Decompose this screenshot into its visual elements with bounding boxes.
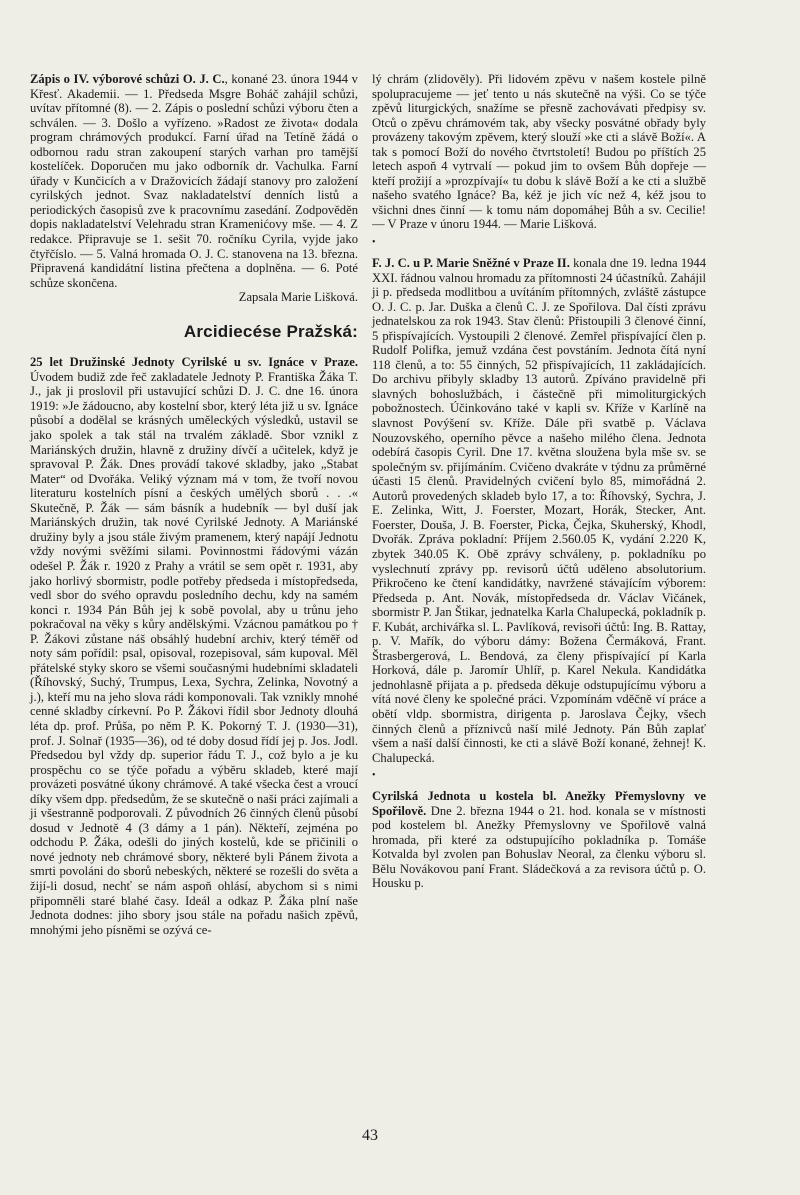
zapis-title: Zápis o IV. výborové schůzi O. J. C. — [30, 72, 225, 86]
zapis-signature-line — [30, 290, 358, 305]
zapis-paragraph — [30, 72, 358, 290]
left-column — [30, 72, 358, 937]
snezne-paragraph — [372, 256, 706, 765]
sporilov-paragraph — [372, 789, 706, 891]
snezne-text: konala dne 19. ledna 1944 XXI. řádnou valnou hromadu za přítomnosti 24 účastníků. Zahájil ji p. předseda modlitbou a uvítáním přítomných, zvláště zástupce O. J. C. p. Jar. Duška a členů C. J. ze Spořilova. Dal čísti zprávu jednatelskou za rok 1943. Stav členů: Přistoupili 3 členové činní, 5 přispívajících. Vystoupili 2 členové. Zemřel přispívající člen p. Rudolf Polifka, jemuž vzdána čest povstáním. Jednota čítá nyní 118 členů, a to: 55 činných, 52 přispívajících, 11 zakládajících. Do archivu přibyly skladby 13 autorů. Zpíváno pravidelně při slavných bohoslužbách, i částečně při mimoliturgických pobožnostech. Účinkováno také v kapli sv. Kříže v Karlíně na slavnost Povýšení sv. Kříže. Dále při svatbě p. Václava Nouzovského, operního pěvce a našeho milého člena. Jednota odebírá časopis Cyril. Dne 17. května sloužena byla mše sv. se společným sv. přijímáním. Cvičeno dvakráte v týdnu za průměrné účasti 15 členů. Pravidelných cvičení bylo 85, mimořádná 2. Autorů provedených skladeb bylo 17, a to: Říhovský, Sychra, J. E. Zelinka, Witt, J. Foerster, Mozart, Horák, Stecker, Ant. Foerster, Douša, J. B. Foerster, Picka, Čejka, Skuherský, Khodl, Dvořák. Zpráva pokladní: Příjem 2.560.05 K, vydání 2.220 K, zbytek 340.05 K. Obě zprávy schváleny, p. pokladníku po vyslechnutí zprávy pp. revisorů účtů uděleno absolutorium. Přikročeno ke čtení kandidátky, navržené stávajícím výborem: Předseda p. Ant. Novák, místopředseda dr. Václav Vičánek, sbormistr P. Jan Štikar, jednatelka Karla Chalupecká, pokladník p. F. Kubát, archivářka sl. L. Pavlíková, revisoři účtů: Ing. B. Rattay, p. V. Mařík, do výboru dámy: Božena Čermáková, Frant. Štrasbergerová, L. Bendová, za členy přispívající pí Karla Horková, dále p. Jaromír Uhlíř, p. Karel Nekula. Kandidátka jednohlasně přijata a p. předseda děkuje odstupujícímu výboru a vítá nové členy ke společné práci. Vzpomínám vděčně ví práce a obětí vldp. sbormistra, dirigenta p. Jaroslava Čejky, všech činných členů a příznivců naší milé Jednoty. Pán Bůh zaplať všem a naší další činnosti, ke cti a slávě Boží konané, žehnej! — [372, 256, 707, 751]
continuation-paragraph: lý chrám (zlidověly). Při lidovém zpěvu v našem kostele pilně spolupracujeme — jeť tento u nás skutečně na výši. Co se týče zpěvů liturgických, snažíme se přesně zachovávati předpisy sv. Otců o zpěvu chrámovém tak, aby všecky posvátné obřady byly provázeny takovým zpěvem, který slouží »ke cti a slávě Boží«. A tak s pomocí Boží do nového čtvrtstoletí! Budou po příštích 25 letech aspoň 4 vytrvalí — pokud jim to ovšem Bůh dopřeje — kteří prožijí a »prozpívají« tu dobu k slávě Boží a ke cti a službě našeho svatého Ignáce? Ba, kéž je jich víc než 4, kéž jsou to všichni dnes činní — k tomu nám dopomáhej Bůh a sv. Cecilie! — V Praze v únoru 1944. — Marie Lišková. — [372, 72, 706, 232]
zapis-text: , konané 23. února 1944 v Křesť. Akademii. — 1. Předseda Msgre Boháč zahájil schůzi, uvítav přítomné (8). — 2. Zápis o poslední schůzi výboru čten a schválen. — 3. Došlo a vyřízeno. »Radost ze života« dodala program chrámových produkcí. Farní úřad na Tetíně žádá o odbornou radu stran zakoupení starých varhan pro tamější kostelíček. Doporučen mu jako odborník dr. Vachulka. Farní úřady v Kunčicích a v Dražovicích žádají stanovy pro založení cyrilských jednot. Svaz nakladatelství denních listů a periodických časopisů zve k pracovnímu zasedání. Zodpověděn dopis nakladatelství Velehradu stran Kramenićovy mše. — 4. Z redakce. Připravuje se 1. sešit 70. ročníku Cyrila, vyjde jako čtyřčíslo. — 5. Valná hromada O. J. C. stanovena na 13. března. Připravená kandidátní listina přečtena a doplněna. — 6. Poté schůze skončena. — [30, 72, 358, 290]
right-column — [372, 72, 706, 891]
page-number: 43 — [362, 1127, 378, 1144]
section-heading: Arcidiecése Pražská: — [183, 321, 358, 341]
druzinske-title: 25 let Družinské Jednoty Cyrilské u sv. Ignáce v Praze. — [30, 355, 358, 370]
zapis-signature: Zapsala Marie Lišková. — [238, 290, 358, 305]
druzinske-paragraph — [30, 355, 358, 937]
section-divider-mark-2: • — [372, 770, 376, 782]
sporilov-text: Dne 2. března 1944 o 21. hod. konala se v místnosti pod kostelem bl. Anežky Přemyslovny ve Spořilově valná hromada, při které za odstupujícího pokladníka p. Tomáše Kotvalda byl zvolen pan Bohuslav Neoral, za členku výboru sl. Bělu Novákovou paní Frant. Sládečková a za revisora účtů p. O. Housku p. — [372, 803, 706, 891]
snezne-signature: K. Chalupecká. — [372, 736, 707, 765]
druzinske-text: Úvodem budiž zde řeč zakladatele Jednoty P. Františka Žáka T. J., jak ji proslovil při ustavující schůzi D. J. C. dne 16. února 1919: »Je žádoucno, aby kostelní sbor, který léta již u sv. Ignáce působí a dodělal se krásných uměleckých výsledků, ustavil se jako spolek a tak stál na trvalém základě. Sbor vznikl z Mariánských družin, hlavně z družiny dívčí a učitelek, když je spravoval P. Žák. Dnes provádí takové skladby, jako „Stabat Mater“ od Dvořáka. Veliký význam má v tom, že tvoří novou literaturu kostelních písní a českých umělých sborů . . .« Skutečně, P. Žák — sám básník a hudebník — byl duší jak Mariánských družin, tak nové Cyrilské Jednoty. A Mariánské družiny byly a jsou stále živým pramenem, který napájí Jednotu vždy novými svěžími silami. Povinnostmi řádovými vázán odešel P. Žák r. 1920 z Prahy a vrátil se sem opět r. 1931, aby jako horlivý sbormistr, podle potřeby předseda i místopředseda, vedl sbor do svého opravdu posledního dechu, kdy na samém konci r. 1934 Pán Bůh jej k sobě povolal, aby u trůnu jeho pokračoval na věky s kůry andělskými. Vzácnou památkou po † P. Žákovi zůstane náš obsáhlý hudební archiv, který téměř od noty sám pořídil: psal, opisoval, rozepisoval, sám kupoval. Měl přátelské styky skoro se všemi současnými hudebními skladateli (Říhovský, Suchý, Trumpus, Lexa, Sychra, Zelinka, Novotný a j.), kteří mu na jeho slova rádi komponovali. Tak vznikly mnohé cenné skladby církevní. Po P. Žákovi řídil sbor Jednoty dlouhá léta dp. prof. Průša, po něm P. K. Pokorný T. J. (1930—31), prof. J. Solnař (1935—36), od té doby dosud řídí jej p. Jos. Jodl. Předsedou byl vždy dp. superior řádu T. J., což bylo a je ku prospěchu co se týče pořadu a výběru skladeb, které mají provázeti posvátné úkony chrámové. A také všecka čest a vroucí díky všem dpp. předsedům, že se skutečně o naši práci zajímali a ji všestranně podporovali. Z původních 26 činných členů působí dosud v Jednotě 4 (3 dámy a 1 pán). Někteří, zejména po odchodu P. Žáka, odešli do jiných kostelů, kde se přičinili o nové jednoty neb chrámové sbory, některé byli Pánem života a smrti povoláni do sborů nebeských, některé se rozešli do světa a žijí-li dosud, nechť se nám aspoň ohlásí, abychom si s nimi připomněli staré blahé časy. Ideál a odkaz P. Žáka plní naše Jednota dodnes: jiho sbory jsou stále na pořadu našich zpěvů, mnohými jeho písněmi se ozývá ce- — [30, 369, 358, 937]
section-divider-mark: • — [372, 237, 376, 249]
snezne-title: F. J. C. u P. Marie Sněžné v Praze II. — [372, 256, 570, 271]
sporilov-title: Cyrilská Jednota u kostela bl. Anežky Přemyslovny ve Spořilově. — [372, 789, 706, 818]
